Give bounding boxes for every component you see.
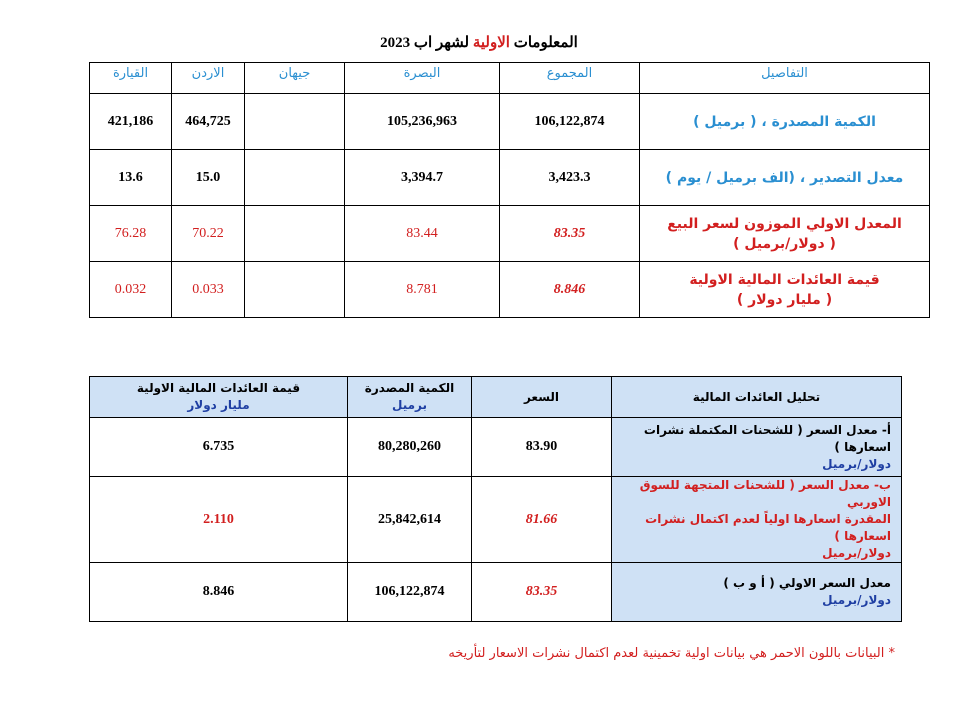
- table-row: [90, 262, 930, 318]
- row-label-line1: معدل السعر الاولي ( أ و ب ): [723, 576, 891, 590]
- table-header-row: [90, 63, 930, 94]
- row-label: [640, 262, 930, 318]
- table-header-row: [90, 377, 902, 418]
- table-row: [90, 418, 902, 477]
- row-label: [612, 418, 902, 477]
- cell-qayyarah: 13.6: [90, 150, 172, 206]
- cell-basra: 83.44: [345, 206, 500, 262]
- cell-total: 106,122,874: [500, 94, 640, 150]
- cell-revenue: 8.846: [90, 563, 348, 622]
- footnote: * البيانات باللون الاحمر هي بيانات اولية تخمينية لعدم اكتمال نشرات الاسعار لتأريخه: [448, 646, 895, 661]
- row-label-unit: دولار/برميل: [822, 593, 891, 607]
- header-details: التفاصيل: [640, 63, 930, 94]
- cell-jordan: 464,725: [172, 94, 245, 150]
- header-total: المجموع: [500, 63, 640, 94]
- table-row: [90, 150, 930, 206]
- cell-basra: 3,394.7: [345, 150, 500, 206]
- header-price: السعر: [472, 377, 612, 418]
- row-label: [640, 206, 930, 262]
- header-quantity-label: الكمية المصدرة: [364, 381, 455, 395]
- row-label: [640, 94, 930, 150]
- title-part1: المعلومات: [509, 35, 578, 51]
- table-row: [90, 563, 902, 622]
- row-label: [612, 477, 902, 563]
- cell-total: 8.846: [500, 262, 640, 318]
- cell-ceyhan: [245, 94, 345, 150]
- row-label-unit: دولار/برميل: [822, 456, 891, 471]
- cell-price: 83.35: [472, 563, 612, 622]
- cell-price: 83.90: [472, 418, 612, 477]
- header-qayyarah: القيارة: [90, 63, 172, 94]
- cell-jordan: 0.033: [172, 262, 245, 318]
- cell-qayyarah: 76.28: [90, 206, 172, 262]
- row-label: [640, 150, 930, 206]
- row-label-line2: ( دولار/برميل ): [733, 235, 836, 252]
- table-row: [90, 206, 930, 262]
- cell-ceyhan: [245, 206, 345, 262]
- header-ceyhan: جيهان: [245, 63, 345, 94]
- row-label-line1: الكمية المصدرة ، ( برميل ): [693, 113, 876, 130]
- cell-ceyhan: [245, 150, 345, 206]
- export-summary-table: [89, 62, 930, 318]
- cell-ceyhan: [245, 262, 345, 318]
- header-quantity: [348, 377, 472, 418]
- cell-jordan: 70.22: [172, 206, 245, 262]
- page-title: [0, 33, 958, 52]
- header-basra: البصرة: [345, 63, 500, 94]
- cell-total: 3,423.3: [500, 150, 640, 206]
- cell-quantity: 80,280,260: [348, 418, 472, 477]
- row-label-line1: ب- معدل السعر ( للشحنات المتجهة للسوق الاوربي: [639, 478, 891, 509]
- cell-basra: 8.781: [345, 262, 500, 318]
- header-revenue-unit: مليار دولار: [187, 398, 250, 412]
- cell-jordan: 15.0: [172, 150, 245, 206]
- row-label-line1: معدل التصدير ، (الف برميل / يوم ): [665, 169, 904, 186]
- header-revenue: [90, 377, 348, 418]
- table-row: [90, 94, 930, 150]
- revenue-analysis-table: [89, 376, 902, 622]
- row-label-line2: ( مليار دولار ): [736, 291, 833, 308]
- header-revenue-label: قيمة العائدات المالية الاولية: [136, 381, 301, 395]
- row-label-line1: المعدل الاولي الموزون لسعر البيع: [667, 215, 902, 232]
- row-label-line1: قيمة العائدات المالية الاولية: [689, 271, 880, 288]
- row-label-line2: المقدرة اسعارها اولياً لعدم اكتمال نشرات اسعارها ): [645, 512, 891, 543]
- cell-total: 83.35: [500, 206, 640, 262]
- header-analysis: تحليل العائدات المالية: [612, 377, 902, 418]
- cell-qayyarah: 421,186: [90, 94, 172, 150]
- table-row: [90, 477, 902, 563]
- cell-qayyarah: 0.032: [90, 262, 172, 318]
- row-label-unit: دولار/برميل: [822, 546, 891, 560]
- row-label: [612, 563, 902, 622]
- cell-price: 81.66: [472, 477, 612, 563]
- title-part3: لشهر اب 2023: [380, 35, 473, 51]
- cell-revenue: 6.735: [90, 418, 348, 477]
- header-quantity-unit: برميل: [391, 398, 427, 412]
- row-label-line1: أ- معدل السعر ( للشحنات المكتملة نشرات اسعارها ): [643, 422, 891, 454]
- cell-revenue: 2.110: [90, 477, 348, 563]
- title-part2-red: الاولية: [472, 35, 510, 51]
- cell-quantity: 106,122,874: [348, 563, 472, 622]
- header-jordan: الاردن: [172, 63, 245, 94]
- cell-basra: 105,236,963: [345, 94, 500, 150]
- cell-quantity: 25,842,614: [348, 477, 472, 563]
